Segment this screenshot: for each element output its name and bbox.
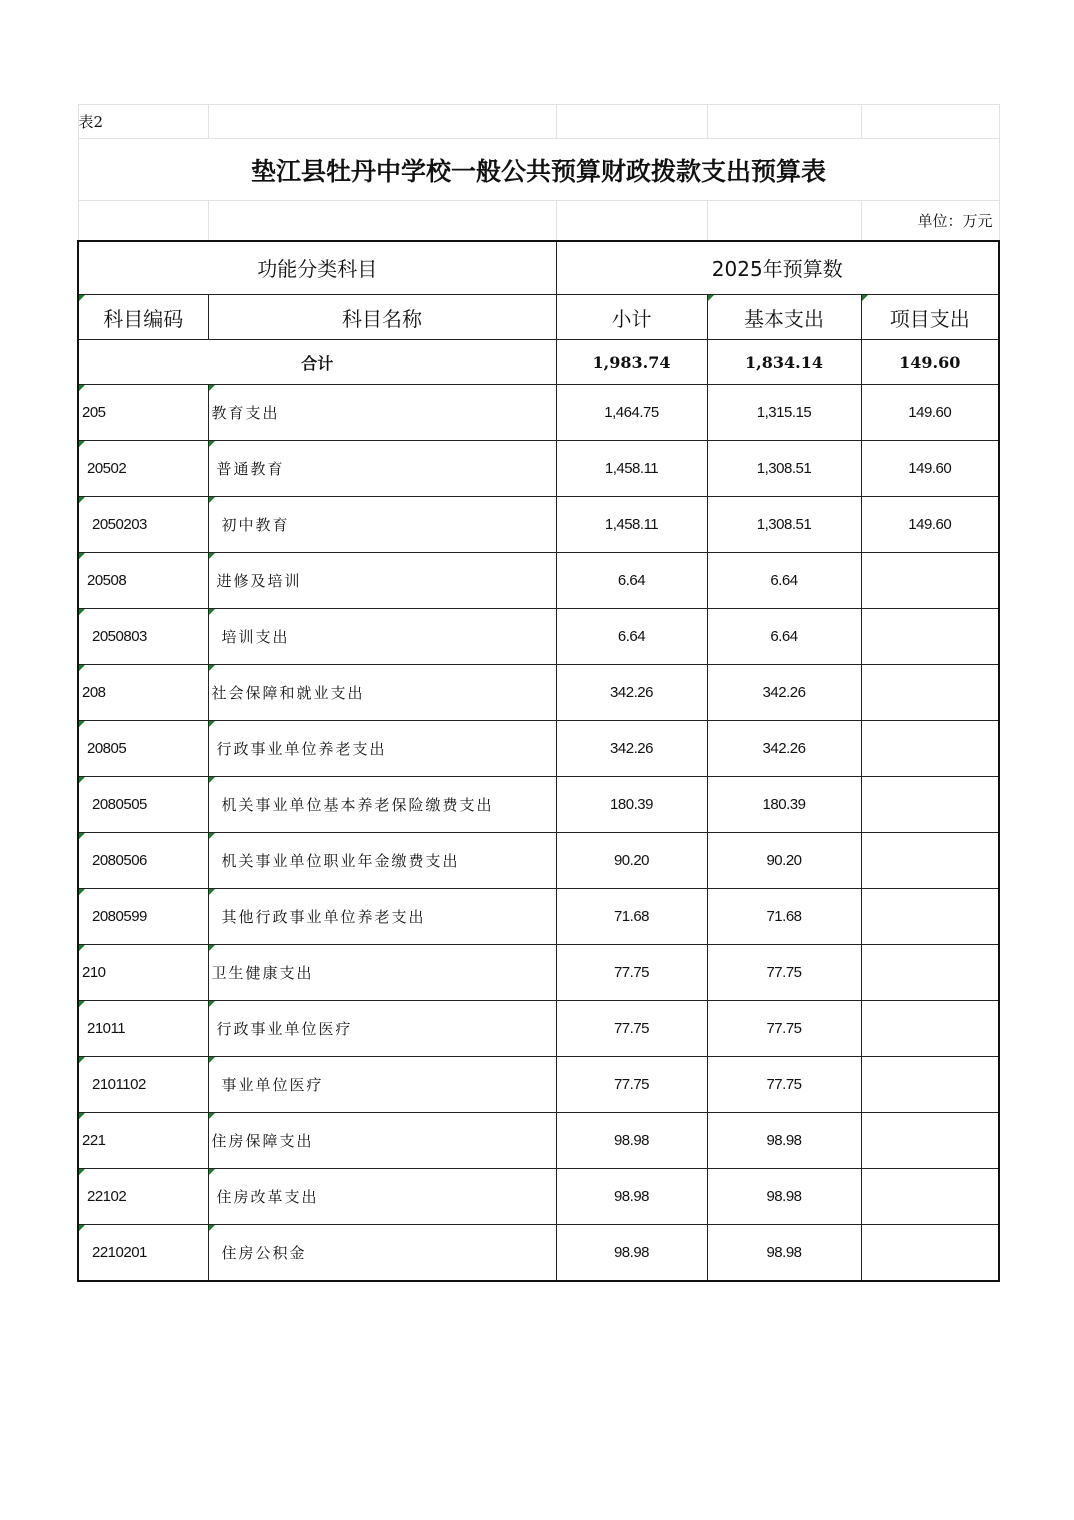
subject-code: 205	[78, 385, 208, 441]
subtotal-value: 1,464.75	[556, 385, 707, 441]
project-value: 149.60	[861, 385, 999, 441]
table-row	[78, 889, 999, 945]
subtotal-value: 342.26	[556, 721, 707, 777]
subtotal-value: 77.75	[556, 1001, 707, 1057]
table-row	[78, 497, 999, 553]
subject-name: 卫生健康支出	[208, 945, 556, 1001]
subject-code: 2050203	[78, 497, 208, 553]
basic-value: 77.75	[707, 945, 861, 1001]
total-basic: 1,834.14	[707, 340, 861, 385]
subject-name: 教育支出	[208, 385, 556, 441]
table-row	[78, 833, 999, 889]
subtotal-value: 6.64	[556, 553, 707, 609]
unit-label: 单位：万元	[861, 201, 999, 241]
subtotal-value: 342.26	[556, 665, 707, 721]
subject-name: 住房改革支出	[208, 1169, 556, 1225]
table-row	[78, 1113, 999, 1169]
basic-value: 1,308.51	[707, 441, 861, 497]
project-value: 149.60	[861, 497, 999, 553]
table-row	[78, 609, 999, 665]
subject-code: 2080505	[78, 777, 208, 833]
subject-name: 社会保障和就业支出	[208, 665, 556, 721]
table-row	[78, 1057, 999, 1113]
table-row	[78, 721, 999, 777]
basic-value: 1,308.51	[707, 497, 861, 553]
subject-code: 2101102	[78, 1057, 208, 1113]
subject-name: 机关事业单位基本养老保险缴费支出	[208, 777, 556, 833]
table-row	[78, 1169, 999, 1225]
basic-value: 98.98	[707, 1113, 861, 1169]
basic-value: 77.75	[707, 1001, 861, 1057]
subtotal-value: 1,458.11	[556, 497, 707, 553]
project-value	[861, 777, 999, 833]
project-value	[861, 889, 999, 945]
subject-code: 22102	[78, 1169, 208, 1225]
subject-name: 普通教育	[208, 441, 556, 497]
subject-name: 行政事业单位养老支出	[208, 721, 556, 777]
header-project: 项目支出	[861, 295, 999, 340]
basic-value: 71.68	[707, 889, 861, 945]
project-value	[861, 1169, 999, 1225]
subject-name: 初中教育	[208, 497, 556, 553]
basic-value: 77.75	[707, 1057, 861, 1113]
header-functional-category: 功能分类科目	[78, 241, 556, 295]
table-row	[78, 945, 999, 1001]
header-code: 科目编码	[78, 295, 208, 340]
project-value	[861, 553, 999, 609]
subtotal-value: 71.68	[556, 889, 707, 945]
subject-name: 培训支出	[208, 609, 556, 665]
table-row	[78, 385, 999, 441]
basic-value: 342.26	[707, 721, 861, 777]
subject-name: 住房公积金	[208, 1225, 556, 1281]
subtotal-value: 1,458.11	[556, 441, 707, 497]
basic-value: 6.64	[707, 553, 861, 609]
project-value	[861, 1113, 999, 1169]
project-value	[861, 945, 999, 1001]
subtotal-value: 6.64	[556, 609, 707, 665]
header-basic: 基本支出	[707, 295, 861, 340]
basic-value: 6.64	[707, 609, 861, 665]
subject-code: 20508	[78, 553, 208, 609]
project-value	[861, 1225, 999, 1281]
sheet-label: 表2	[78, 105, 208, 139]
project-value	[861, 665, 999, 721]
table-row	[78, 441, 999, 497]
total-project: 149.60	[861, 340, 999, 385]
subtotal-value: 77.75	[556, 1057, 707, 1113]
subject-code: 20502	[78, 441, 208, 497]
subtotal-value: 90.20	[556, 833, 707, 889]
subject-code: 20805	[78, 721, 208, 777]
basic-value: 342.26	[707, 665, 861, 721]
basic-value: 1,315.15	[707, 385, 861, 441]
budget-table	[77, 104, 1000, 1282]
project-value	[861, 1001, 999, 1057]
table-row	[78, 553, 999, 609]
project-value	[861, 1057, 999, 1113]
basic-value: 98.98	[707, 1169, 861, 1225]
subtotal-value: 180.39	[556, 777, 707, 833]
subject-name: 进修及培训	[208, 553, 556, 609]
subtotal-value: 98.98	[556, 1225, 707, 1281]
subject-code: 2080506	[78, 833, 208, 889]
subject-name: 住房保障支出	[208, 1113, 556, 1169]
table-row	[78, 777, 999, 833]
project-value	[861, 721, 999, 777]
basic-value: 180.39	[707, 777, 861, 833]
subtotal-value: 77.75	[556, 945, 707, 1001]
total-subtotal: 1,983.74	[556, 340, 707, 385]
subject-code: 2050803	[78, 609, 208, 665]
table-row	[78, 665, 999, 721]
header-subtotal: 小计	[556, 295, 707, 340]
subtotal-value: 98.98	[556, 1169, 707, 1225]
subtotal-value: 98.98	[556, 1113, 707, 1169]
subject-code: 210	[78, 945, 208, 1001]
basic-value: 90.20	[707, 833, 861, 889]
header-name: 科目名称	[208, 295, 556, 340]
subject-code: 2210201	[78, 1225, 208, 1281]
project-value: 149.60	[861, 441, 999, 497]
subject-name: 事业单位医疗	[208, 1057, 556, 1113]
project-value	[861, 609, 999, 665]
table-row	[78, 1225, 999, 1281]
total-label: 合计	[78, 340, 556, 385]
subject-name: 机关事业单位职业年金缴费支出	[208, 833, 556, 889]
project-value	[861, 833, 999, 889]
header-budget-year: 2025年预算数	[556, 241, 999, 295]
page-title: 垫江县牡丹中学校一般公共预算财政拨款支出预算表	[78, 139, 999, 201]
total-row	[78, 340, 999, 385]
budget-sheet	[77, 104, 998, 1282]
subject-code: 2080599	[78, 889, 208, 945]
basic-value: 98.98	[707, 1225, 861, 1281]
subject-name: 其他行政事业单位养老支出	[208, 889, 556, 945]
subject-name: 行政事业单位医疗	[208, 1001, 556, 1057]
subject-code: 221	[78, 1113, 208, 1169]
subject-code: 208	[78, 665, 208, 721]
table-row	[78, 1001, 999, 1057]
subject-code: 21011	[78, 1001, 208, 1057]
